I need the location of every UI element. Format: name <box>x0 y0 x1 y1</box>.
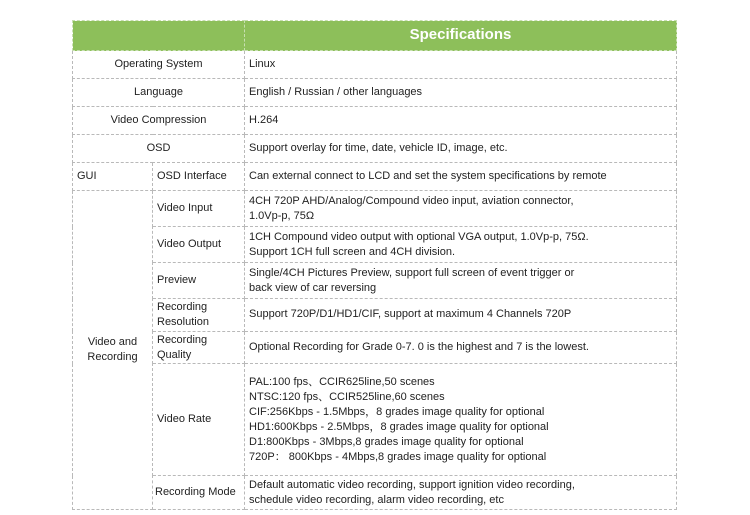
row-label: Preview <box>153 263 245 299</box>
row-value <box>245 364 677 476</box>
row-value <box>245 263 677 299</box>
row-label: Recording Quality <box>153 331 245 364</box>
table-row <box>73 476 677 510</box>
row-label: Video Compression <box>73 107 245 135</box>
value-line: 4CH 720P AHD/Analog/Compound video input, aviation connector, <box>249 194 574 207</box>
table-row <box>73 51 677 79</box>
table-row <box>73 107 677 135</box>
row-value: Optional Recording for Grade 0-7. 0 is the highest and 7 is the lowest. <box>245 331 677 364</box>
row-label: Recording Mode <box>153 476 245 510</box>
row-value: Linux <box>245 51 677 79</box>
value-line: back view of car reversing <box>249 281 377 294</box>
value-line: 1.0Vp-p, 75Ω <box>249 209 315 222</box>
specifications-table <box>72 20 677 510</box>
row-value <box>245 227 677 263</box>
table-row <box>73 331 677 364</box>
value-line: CIF:256Kbps - 1.5Mbps，8 grades image quality for optional <box>249 406 545 419</box>
value-line: NTSC:120 fps、CCIR525line,60 scenes <box>249 391 445 404</box>
row-label: Video Input <box>153 191 245 227</box>
row-value: H.264 <box>245 107 677 135</box>
table-row <box>73 263 677 299</box>
value-line: Single/4CH Pictures Preview, support full screen of event trigger or <box>249 266 575 279</box>
table-row <box>73 299 677 332</box>
value-line: HD1:600Kbps - 2.5Mbps，8 grades image quality for optional <box>249 420 549 433</box>
value-line: Support 1CH full screen and 4CH division. <box>249 245 456 258</box>
table-row <box>73 191 677 227</box>
value-line: PAL:100 fps、CCIR625line,50 scenes <box>249 376 435 389</box>
row-label: OSD <box>73 135 245 163</box>
table-title: Specifications <box>245 21 677 51</box>
group-label: Video and Recording <box>73 191 153 510</box>
value-line: 720P： 800Kbps - 4Mbps,8 grades image quality for optional <box>249 450 547 463</box>
row-value <box>245 191 677 227</box>
row-label: Video Output <box>153 227 245 263</box>
value-line: D1:800Kbps - 3Mbps,8 grades image quality for optional <box>249 435 524 448</box>
row-label: Video Rate <box>153 364 245 476</box>
row-label: Language <box>73 79 245 107</box>
row-value: Support 720P/D1/HD1/CIF, support at maximum 4 Channels 720P <box>245 299 677 332</box>
row-value: Support overlay for time, date, vehicle ID, image, etc. <box>245 135 677 163</box>
table-row <box>73 79 677 107</box>
row-label: Operating System <box>73 51 245 79</box>
group-label: GUI <box>73 163 153 191</box>
value-line: schedule video recording, alarm video recording, etc <box>249 493 504 506</box>
row-label: OSD Interface <box>153 163 245 191</box>
table-row <box>73 227 677 263</box>
table-row <box>73 135 677 163</box>
row-value: Can external connect to LCD and set the system specifications by remote <box>245 163 677 191</box>
value-line: Default automatic video recording, support ignition video recording, <box>249 479 575 492</box>
row-label: Recording Resolution <box>153 299 245 332</box>
table-row <box>73 163 677 191</box>
row-value: English / Russian / other languages <box>245 79 677 107</box>
header-blank-cell <box>73 21 245 51</box>
value-line: 1CH Compound video output with optional VGA output, 1.0Vp-p, 75Ω. <box>249 230 589 243</box>
table-header-row <box>73 21 677 51</box>
row-value <box>245 476 677 510</box>
table-row <box>73 364 677 476</box>
